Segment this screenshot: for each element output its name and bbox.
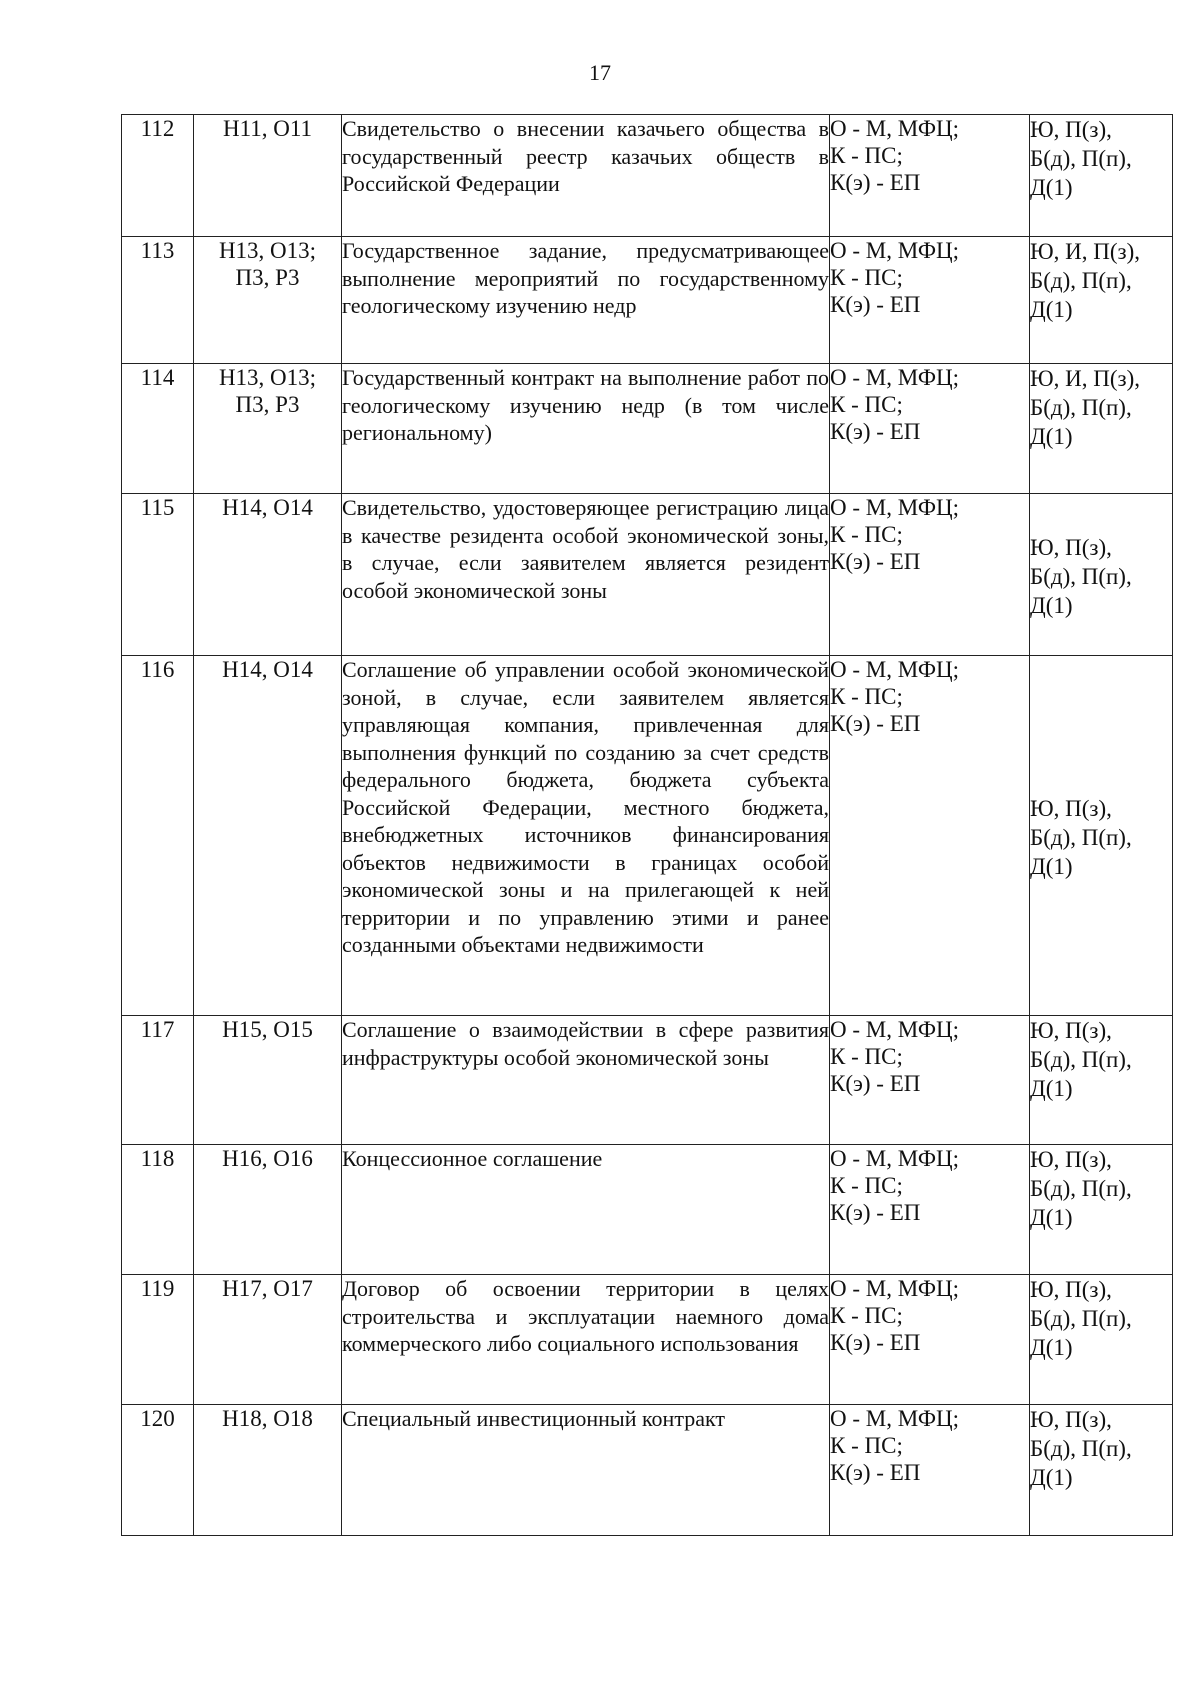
description-text: Государственный контракт на выполнение работ по геологическому изучению недр (в том числе региональному) — [342, 365, 829, 445]
row-method — [830, 1016, 1030, 1145]
method-line: О - М, МФЦ; — [830, 238, 960, 263]
code-line: Н16, О16 — [222, 1146, 313, 1171]
category-line: Ю, П(з), — [1030, 1407, 1112, 1432]
row-category — [1030, 1275, 1173, 1405]
row-category — [1030, 364, 1173, 494]
method-line: К - ПС; — [830, 265, 903, 290]
description-text: Договор об освоении территории в целях строительства и эксплуатации наемного дома коммерческого либо социального использования — [342, 1276, 829, 1356]
code-line: П3, Р3 — [235, 392, 300, 417]
method-line: К(э) - ЕП — [830, 292, 921, 317]
category-line: Ю, П(з), — [1030, 117, 1112, 142]
row-codes — [194, 1016, 342, 1145]
method-line: К(э) - ЕП — [830, 1460, 921, 1485]
category-line: Б(д), П(п), — [1030, 825, 1132, 850]
table-row — [122, 115, 1173, 237]
registry-table — [121, 114, 1173, 1536]
row-number: 116 — [122, 656, 194, 1016]
row-method — [830, 1145, 1030, 1275]
code-line: П3, Р3 — [235, 265, 300, 290]
category-line: Д(1) — [1030, 297, 1073, 322]
method-line: К(э) - ЕП — [830, 1200, 921, 1225]
description-text: Свидетельство, удостоверяющее регистрацию лица в качестве резидента особой экономической зоны, в случае, если заявителем является резидент особой экономической зоны — [342, 495, 829, 603]
code-line: Н17, О17 — [222, 1276, 313, 1301]
category-line: Д(1) — [1030, 1076, 1073, 1101]
page-number: 17 — [589, 60, 611, 85]
table-row — [122, 1405, 1173, 1536]
category-line: Ю, П(з), — [1030, 1277, 1112, 1302]
code-line: Н18, О18 — [222, 1406, 313, 1431]
category-line: Ю, П(з), — [1030, 1147, 1112, 1172]
method-line: О - М, МФЦ; — [830, 1146, 960, 1171]
row-number: 118 — [122, 1145, 194, 1275]
row-description — [342, 1275, 830, 1405]
method-line: К(э) - ЕП — [830, 711, 921, 736]
row-description — [342, 364, 830, 494]
row-codes — [194, 1405, 342, 1536]
category-line: Б(д), П(п), — [1030, 395, 1132, 420]
row-number: 114 — [122, 364, 194, 494]
row-method — [830, 364, 1030, 494]
method-line: О - М, МФЦ; — [830, 1406, 960, 1431]
row-method — [830, 494, 1030, 656]
method-line: К(э) - ЕП — [830, 1071, 921, 1096]
method-line: К - ПС; — [830, 143, 903, 168]
method-line: О - М, МФЦ; — [830, 657, 960, 682]
category-line: Д(1) — [1030, 1205, 1073, 1230]
category-line: Ю, П(з), — [1030, 796, 1112, 821]
method-line: К - ПС; — [830, 684, 903, 709]
row-method — [830, 1405, 1030, 1536]
row-codes — [194, 364, 342, 494]
table-row — [122, 364, 1173, 494]
row-codes — [194, 115, 342, 237]
row-description — [342, 237, 830, 364]
method-line: К - ПС; — [830, 392, 903, 417]
row-method — [830, 1275, 1030, 1405]
row-description — [342, 1405, 830, 1536]
code-line: Н13, О13; — [218, 238, 317, 263]
row-description — [342, 1016, 830, 1145]
table-row — [122, 237, 1173, 364]
description-text: Свидетельство о внесении казачьего общества в государственный реестр казачьих обществ в Российской Федерации — [342, 116, 829, 196]
row-codes — [194, 1275, 342, 1405]
row-number: 113 — [122, 237, 194, 364]
category-line: Д(1) — [1030, 1465, 1073, 1490]
category-line: Д(1) — [1030, 1335, 1073, 1360]
row-category — [1030, 115, 1173, 237]
method-line: К(э) - ЕП — [830, 419, 921, 444]
category-line: Д(1) — [1030, 593, 1073, 618]
category-line: Ю, П(з), — [1030, 1018, 1112, 1043]
category-line: Ю, И, П(з), — [1030, 239, 1141, 264]
row-number: 119 — [122, 1275, 194, 1405]
method-line: К(э) - ЕП — [830, 549, 921, 574]
row-method — [830, 237, 1030, 364]
code-line: Н14, О14 — [222, 657, 313, 682]
row-category — [1030, 1405, 1173, 1536]
method-line: К - ПС; — [830, 1044, 903, 1069]
row-category — [1030, 494, 1173, 656]
method-line: О - М, МФЦ; — [830, 116, 960, 141]
description-text: Государственное задание, предусматривающее выполнение мероприятий по государственному геологическому изучению недр — [342, 238, 829, 318]
method-line: О - М, МФЦ; — [830, 495, 960, 520]
code-line: Н13, О13; — [218, 365, 317, 390]
category-line: Б(д), П(п), — [1030, 1436, 1132, 1461]
category-line: Б(д), П(п), — [1030, 564, 1132, 589]
row-description — [342, 1145, 830, 1275]
description-text: Соглашение об управлении особой экономической зоной, в случае, если заявителем является управляющая компания, привлеченная для выполнения функций по созданию за счет средств федерального бюджета, бюджета субъекта Российской Федерации, местного бюджета, внебюджетных источников финансирования объектов недвижимости в границах особой экономической зоны и на прилегающей к ней территории и по управлению этими и ранее созданными объектами недвижимости — [342, 657, 829, 957]
row-number: 117 — [122, 1016, 194, 1145]
row-number: 120 — [122, 1405, 194, 1536]
row-category — [1030, 1016, 1173, 1145]
row-category — [1030, 237, 1173, 364]
row-codes — [194, 656, 342, 1016]
method-line: К - ПС; — [830, 522, 903, 547]
table-row — [122, 1145, 1173, 1275]
row-number: 115 — [122, 494, 194, 656]
category-line: Б(д), П(п), — [1030, 268, 1132, 293]
description-text: Специальный инвестиционный контракт — [342, 1406, 725, 1431]
table-row — [122, 1016, 1173, 1145]
method-line: О - М, МФЦ; — [830, 1276, 960, 1301]
category-line: Д(1) — [1030, 854, 1073, 879]
method-line: К - ПС; — [830, 1303, 903, 1328]
method-line: К(э) - ЕП — [830, 1330, 921, 1355]
row-number: 112 — [122, 115, 194, 237]
row-method — [830, 115, 1030, 237]
row-description — [342, 115, 830, 237]
category-line: Б(д), П(п), — [1030, 1176, 1132, 1201]
method-line: К - ПС; — [830, 1433, 903, 1458]
code-line: Н14, О14 — [222, 495, 313, 520]
row-description — [342, 656, 830, 1016]
row-category — [1030, 1145, 1173, 1275]
row-codes — [194, 237, 342, 364]
table-row — [122, 494, 1173, 656]
method-line: О - М, МФЦ; — [830, 365, 960, 390]
category-line: Ю, И, П(з), — [1030, 366, 1141, 391]
category-line: Б(д), П(п), — [1030, 1306, 1132, 1331]
table-row — [122, 1275, 1173, 1405]
table-row — [122, 656, 1173, 1016]
row-description — [342, 494, 830, 656]
code-line: Н15, О15 — [222, 1017, 313, 1042]
category-line: Д(1) — [1030, 424, 1073, 449]
method-line: О - М, МФЦ; — [830, 1017, 960, 1042]
row-codes — [194, 494, 342, 656]
code-line: Н11, О11 — [222, 116, 312, 141]
row-category — [1030, 656, 1173, 1016]
row-codes — [194, 1145, 342, 1275]
row-method — [830, 656, 1030, 1016]
description-text: Соглашение о взаимодействии в сфере развития инфраструктуры особой экономической зоны — [342, 1017, 829, 1070]
description-text: Концессионное соглашение — [342, 1146, 603, 1171]
method-line: К(э) - ЕП — [830, 170, 921, 195]
category-line: Б(д), П(п), — [1030, 146, 1132, 171]
category-line: Д(1) — [1030, 175, 1073, 200]
method-line: К - ПС; — [830, 1173, 903, 1198]
category-line: Б(д), П(п), — [1030, 1047, 1132, 1072]
category-line: Ю, П(з), — [1030, 535, 1112, 560]
